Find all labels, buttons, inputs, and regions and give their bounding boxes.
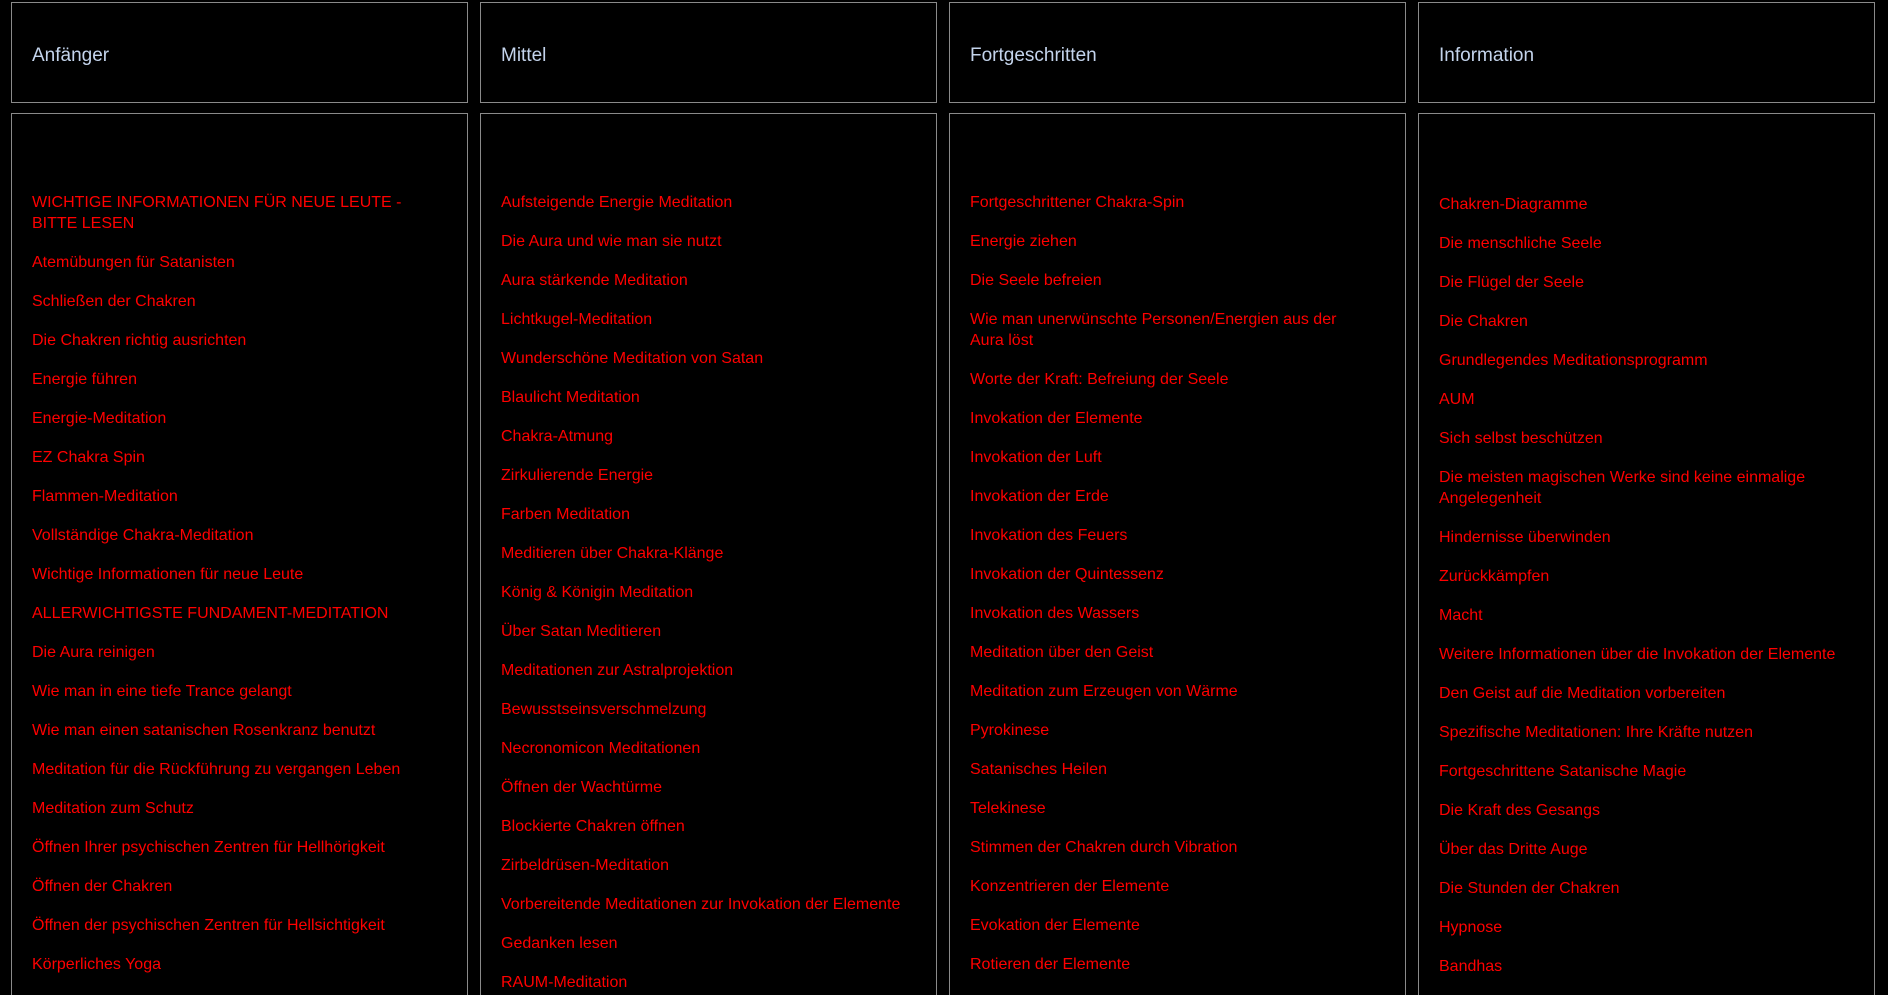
meditation-link[interactable]: Konzentrieren der Elemente: [970, 878, 1170, 895]
meditation-link[interactable]: Spezifische Meditationen: Ihre Kräfte nutzen: [1439, 724, 1753, 741]
meditation-link[interactable]: Öffnen der psychischen Zentren für Hellsichtigkeit: [32, 917, 385, 934]
column-body: [1418, 113, 1875, 995]
list-item: [32, 291, 432, 312]
list-item: [1439, 683, 1839, 704]
meditation-link[interactable]: Meditation über den Geist: [970, 644, 1154, 661]
column-header: [949, 2, 1406, 103]
meditation-link[interactable]: Über Satan Meditieren: [501, 623, 662, 640]
list-item: [1439, 350, 1839, 371]
meditation-link[interactable]: Satanisches Heilen: [970, 761, 1107, 778]
list-item: [970, 759, 1370, 780]
link-list: [1439, 194, 1839, 995]
meditation-link[interactable]: RAUM-Meditation: [501, 974, 628, 991]
meditation-link[interactable]: Energie ziehen: [970, 233, 1077, 250]
meditation-link[interactable]: Chakra-Atmung: [501, 428, 614, 445]
list-item: [32, 876, 432, 897]
meditation-link[interactable]: Die Kraft des Gesangs: [1439, 802, 1600, 819]
column-title: Fortgeschritten: [970, 45, 1097, 66]
column-title: Anfänger: [32, 45, 110, 66]
meditation-link[interactable]: WICHTIGE INFORMATIONEN FÜR NEUE LEUTE - BITTE LESEN: [32, 194, 402, 232]
list-item: [1439, 839, 1839, 860]
list-item: [970, 192, 1370, 213]
meditation-link[interactable]: Energie führen: [32, 371, 137, 388]
meditation-link[interactable]: Zirbeldrüsen-Meditation: [501, 857, 670, 874]
list-item: [1439, 605, 1839, 626]
meditation-link[interactable]: Necronomicon Meditationen: [501, 740, 701, 757]
column-body: [949, 113, 1406, 995]
meditation-link[interactable]: Telekinese: [970, 800, 1046, 817]
meditation-link[interactable]: Invokation des Wassers: [970, 605, 1140, 622]
meditation-link[interactable]: Flammen-Meditation: [32, 488, 178, 505]
meditation-link[interactable]: Die Stunden der Chakren: [1439, 880, 1620, 897]
meditation-link[interactable]: Worte der Kraft: Befreiung der Seele: [970, 371, 1229, 388]
meditation-link[interactable]: Invokation des Feuers: [970, 527, 1128, 544]
meditation-link[interactable]: Zurückkämpfen: [1439, 568, 1550, 585]
list-item: [32, 915, 432, 936]
meditation-link[interactable]: Den Geist auf die Meditation vorbereiten: [1439, 685, 1726, 702]
list-item: [1439, 566, 1839, 587]
meditation-link[interactable]: Meditation zum Schutz: [32, 800, 194, 817]
meditation-link[interactable]: Wie man einen satanischen Rosenkranz benutzt: [32, 722, 376, 739]
list-item: [501, 543, 901, 564]
link-list: [970, 192, 1370, 993]
list-item: [970, 447, 1370, 468]
column-header: [11, 2, 468, 103]
list-item: [32, 798, 432, 819]
meditation-link[interactable]: Öffnen der Wachtürme: [501, 779, 662, 796]
list-item: [32, 759, 432, 780]
meditation-link[interactable]: Zirkulierende Energie: [501, 467, 654, 484]
column-title: Information: [1439, 45, 1535, 66]
list-item: [1439, 527, 1839, 548]
list-item: [32, 408, 432, 429]
list-item: [1439, 917, 1839, 938]
meditation-link[interactable]: Vollständige Chakra-Meditation: [32, 527, 254, 544]
list-item: [1439, 311, 1839, 332]
list-item: [32, 837, 432, 858]
list-item: [32, 603, 432, 624]
list-item: [970, 720, 1370, 741]
column-body: [480, 113, 937, 995]
meditation-link[interactable]: Hypnose: [1439, 919, 1503, 936]
link-list: [32, 192, 432, 993]
list-item: [501, 933, 901, 954]
list-item: [32, 447, 432, 468]
meditation-link[interactable]: Wichtige Informationen für neue Leute: [32, 566, 304, 583]
meditation-link[interactable]: Meditation für die Rückführung zu vergangen Leben: [32, 761, 401, 778]
meditation-link[interactable]: Meditation zum Erzeugen von Wärme: [970, 683, 1238, 700]
list-item: [32, 525, 432, 546]
list-item: [32, 954, 432, 975]
meditation-link[interactable]: Energie-Meditation: [32, 410, 167, 427]
list-item: [970, 681, 1370, 702]
list-item: [1439, 272, 1839, 293]
meditation-link[interactable]: Sich selbst beschützen: [1439, 430, 1603, 447]
meditation-link[interactable]: Rotieren der Elemente: [970, 956, 1131, 973]
meditation-link[interactable]: AUM: [1439, 391, 1475, 408]
list-item: [501, 738, 901, 759]
list-item: [501, 660, 901, 681]
list-item: [501, 582, 901, 603]
meditation-link[interactable]: Hindernisse überwinden: [1439, 529, 1611, 546]
meditation-link[interactable]: König & Königin Meditation: [501, 584, 694, 601]
meditation-link[interactable]: Die Aura reinigen: [32, 644, 155, 661]
list-item: [970, 837, 1370, 858]
list-item: [32, 252, 432, 273]
list-item: [970, 915, 1370, 936]
meditation-link[interactable]: Die Chakren richtig ausrichten: [32, 332, 247, 349]
list-item: [970, 369, 1370, 390]
meditation-link[interactable]: Über das Dritte Auge: [1439, 841, 1588, 858]
list-item: [501, 231, 901, 252]
link-list: [501, 192, 901, 995]
list-item: [1439, 428, 1839, 449]
list-item: [1439, 800, 1839, 821]
meditation-link[interactable]: Die Seele befreien: [970, 272, 1102, 289]
list-item: [32, 369, 432, 390]
column-title: Mittel: [501, 45, 547, 66]
list-item: [970, 564, 1370, 585]
list-item: [970, 603, 1370, 624]
list-item: [501, 699, 901, 720]
meditation-link[interactable]: Pyrokinese: [970, 722, 1050, 739]
meditation-link[interactable]: Bandhas: [1439, 958, 1503, 975]
list-item: [501, 426, 901, 447]
meditation-link[interactable]: Wie man unerwünschte Personen/Energien aus der Aura löst: [970, 311, 1337, 349]
meditation-link[interactable]: Invokation der Luft: [970, 449, 1102, 466]
meditation-link[interactable]: Vorbereitende Meditationen zur Invokation der Elemente: [501, 896, 901, 913]
list-item: [501, 192, 901, 213]
meditation-link[interactable]: Invokation der Quintessenz: [970, 566, 1164, 583]
list-item: [1439, 956, 1839, 977]
column-body: [11, 113, 468, 995]
meditation-link[interactable]: Evokation der Elemente: [970, 917, 1140, 934]
meditation-link[interactable]: EZ Chakra Spin: [32, 449, 145, 466]
meditation-link[interactable]: Wie man in eine tiefe Trance gelangt: [32, 683, 292, 700]
list-item: [1439, 233, 1839, 254]
list-item: [501, 348, 901, 369]
list-item: [1439, 644, 1839, 665]
meditation-link[interactable]: Öffnen Ihrer psychischen Zentren für Hellhörigkeit: [32, 839, 385, 856]
meditation-link[interactable]: Aufsteigende Energie Meditation: [501, 194, 733, 211]
meditation-link[interactable]: Öffnen der Chakren: [32, 878, 173, 895]
list-item: [32, 330, 432, 351]
list-item: [501, 894, 901, 915]
meditation-link[interactable]: Blaulicht Meditation: [501, 389, 640, 406]
meditation-link[interactable]: Die menschliche Seele: [1439, 235, 1602, 252]
list-item: [1439, 467, 1839, 509]
list-item: [1439, 389, 1839, 410]
list-item: [970, 876, 1370, 897]
list-item: [970, 309, 1370, 351]
meditation-link[interactable]: Meditieren über Chakra-Klänge: [501, 545, 724, 562]
meditation-link[interactable]: Invokation der Elemente: [970, 410, 1143, 427]
list-item: [970, 270, 1370, 291]
list-item: [970, 642, 1370, 663]
list-item: [970, 231, 1370, 252]
list-item: [970, 798, 1370, 819]
list-item: [970, 486, 1370, 507]
list-item: [1439, 761, 1839, 782]
meditation-link[interactable]: Weitere Informationen über die Invokation der Elemente: [1439, 646, 1836, 663]
list-item: [501, 855, 901, 876]
list-item: [970, 525, 1370, 546]
list-item: [32, 564, 432, 585]
meditation-link[interactable]: Schließen der Chakren: [32, 293, 196, 310]
list-item: [501, 972, 901, 993]
list-item: [501, 777, 901, 798]
meditation-link[interactable]: Die meisten magischen Werke sind keine einmalige Angelegenheit: [1439, 469, 1806, 507]
meditation-link[interactable]: Grundlegendes Meditationsprogramm: [1439, 352, 1708, 369]
meditation-link[interactable]: Lichtkugel-Meditation: [501, 311, 653, 328]
list-item: [1439, 878, 1839, 899]
list-item: [501, 621, 901, 642]
meditation-link[interactable]: Die Flügel der Seele: [1439, 274, 1584, 291]
list-item: [970, 408, 1370, 429]
list-item: [1439, 722, 1839, 743]
column-header: [1418, 2, 1875, 103]
meditation-link[interactable]: Atemübungen für Satanisten: [32, 254, 235, 271]
list-item: [1439, 194, 1839, 215]
list-item: [501, 465, 901, 486]
list-item: [32, 192, 432, 234]
meditation-link[interactable]: Stimmen der Chakren durch Vibration: [970, 839, 1238, 856]
meditation-link[interactable]: Wunderschöne Meditation von Satan: [501, 350, 764, 367]
list-item: [501, 309, 901, 330]
column-header: [480, 2, 937, 103]
meditation-link[interactable]: Farben Meditation: [501, 506, 630, 523]
meditation-link[interactable]: Blockierte Chakren öffnen: [501, 818, 685, 835]
meditation-link[interactable]: Körperliches Yoga: [32, 956, 161, 973]
meditation-link[interactable]: Die Chakren: [1439, 313, 1528, 330]
list-item: [32, 642, 432, 663]
meditation-link[interactable]: Gedanken lesen: [501, 935, 618, 952]
list-item: [501, 504, 901, 525]
list-item: [501, 816, 901, 837]
meditation-link[interactable]: Bewusstseinsverschmelzung: [501, 701, 707, 718]
meditation-link[interactable]: Fortgeschrittener Chakra-Spin: [970, 194, 1185, 211]
meditation-link[interactable]: Aura stärkende Meditation: [501, 272, 688, 289]
list-item: [970, 954, 1370, 975]
list-item: [32, 681, 432, 702]
list-item: [32, 720, 432, 741]
meditation-link[interactable]: Meditationen zur Astralprojektion: [501, 662, 734, 679]
meditation-link[interactable]: ALLERWICHTIGSTE FUNDAMENT-MEDITATION: [32, 605, 389, 622]
meditation-link[interactable]: Die Aura und wie man sie nutzt: [501, 233, 722, 250]
meditation-link[interactable]: Macht: [1439, 607, 1483, 624]
meditation-link[interactable]: Fortgeschrittene Satanische Magie: [1439, 763, 1687, 780]
meditation-link[interactable]: Chakren-Diagramme: [1439, 196, 1588, 213]
list-item: [501, 270, 901, 291]
meditation-link[interactable]: Invokation der Erde: [970, 488, 1109, 505]
list-item: [32, 486, 432, 507]
list-item: [501, 387, 901, 408]
